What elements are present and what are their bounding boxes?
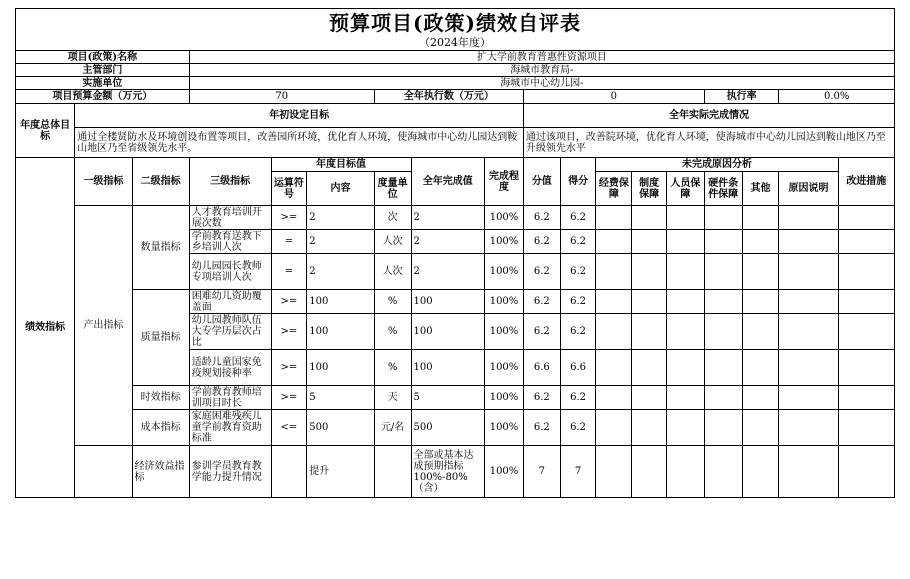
rate-cell: 100% (485, 386, 524, 410)
score-cell: 6.2 (560, 290, 596, 314)
level2-quality: 质量指标 (132, 290, 189, 386)
level2-quantity: 数量指标 (132, 206, 189, 290)
unit-cell: % (374, 314, 411, 350)
project-name-label: 项目(政策)名称 (16, 51, 190, 64)
header-reason-funds: 经费保障 (596, 172, 632, 206)
table-row (16, 386, 895, 410)
header-level1: 一级指标 (75, 158, 132, 206)
unit-label: 实施单位 (16, 77, 190, 90)
op-cell: >= (271, 206, 307, 230)
score-cell: 6.2 (560, 386, 596, 410)
header-score-value: 分值 (523, 158, 560, 206)
op-cell: >= (271, 314, 307, 350)
unit-cell: 人次 (374, 230, 411, 254)
initial-goal-label: 年初设定目标 (75, 104, 524, 128)
score-cell: 6.2 (560, 230, 596, 254)
done-cell: 2 (411, 254, 485, 290)
content-cell: 100 (307, 314, 374, 350)
header-level2: 二级指标 (132, 158, 189, 206)
header-reasons: 未完成原因分析 (596, 158, 838, 172)
rate-cell: 100% (485, 350, 524, 386)
score-value-cell: 6.2 (523, 410, 560, 446)
unit-cell: 天 (374, 386, 411, 410)
section-label: 绩效指标 (16, 158, 75, 498)
level1-output: 产出指标 (75, 206, 132, 446)
unit-cell: 次 (374, 206, 411, 230)
level2-economic: 经济效益指标 (132, 446, 189, 498)
executed-label: 全年执行数（万元） (374, 90, 523, 104)
score-cell: 6.6 (560, 350, 596, 386)
level3-cell: 学前教育送教下乡培训人次 (189, 230, 271, 254)
header-annual-target: 年度目标值 (271, 158, 411, 172)
header-score: 得分 (560, 158, 596, 206)
score-cell: 6.2 (560, 254, 596, 290)
header-content: 内容 (307, 172, 374, 206)
table-row (16, 410, 895, 446)
header-unit: 度量单位 (374, 172, 411, 206)
score-value-cell: 6.2 (523, 230, 560, 254)
score-cell: 6.2 (560, 410, 596, 446)
level3-cell: 幼儿园园长教师专项培训人次 (189, 254, 271, 290)
op-cell (271, 446, 307, 498)
score-value-cell: 6.2 (523, 314, 560, 350)
header-reason-system: 制度保障 (632, 172, 667, 206)
evaluation-table (15, 50, 895, 498)
unit-cell: % (374, 350, 411, 386)
op-cell: = (271, 254, 307, 290)
header-op: 运算符号 (271, 172, 307, 206)
dept-value: 海城市教育局- (189, 64, 894, 77)
rate-value: 0.0% (779, 90, 895, 104)
report-year: （2024年度） (15, 36, 895, 50)
op-cell: >= (271, 350, 307, 386)
level2-timeliness: 时效指标 (132, 386, 189, 410)
content-cell: 2 (307, 254, 374, 290)
content-cell: 100 (307, 290, 374, 314)
goals-label: 年度总体目标 (16, 104, 75, 158)
table-row (16, 290, 895, 314)
header-reason-staff: 人员保障 (666, 172, 704, 206)
done-cell: 500 (411, 410, 485, 446)
rate-cell: 100% (485, 206, 524, 230)
done-cell: 100 (411, 290, 485, 314)
level3-cell: 参训学员教育教学能力提升情况 (189, 446, 271, 498)
dept-label: 主管部门 (16, 64, 190, 77)
op-cell: <= (271, 410, 307, 446)
project-name: 扩大学前教育普惠性资源项目 (189, 51, 894, 64)
rate-cell: 100% (485, 290, 524, 314)
score-value-cell: 6.2 (523, 290, 560, 314)
unit-cell: 元/名 (374, 410, 411, 446)
header-year-done: 全年完成值 (411, 158, 485, 206)
unit-value: 海城市中心幼儿园- (189, 77, 894, 90)
page-title: 预算项目(政策)绩效自评表 (15, 8, 895, 36)
level3-cell: 人才教育培训开展次数 (189, 206, 271, 230)
unit-cell: 人次 (374, 254, 411, 290)
score-cell: 6.2 (560, 314, 596, 350)
level3-cell: 家庭困难残疾儿童学前教育资助标准 (189, 410, 271, 446)
content-cell: 2 (307, 230, 374, 254)
level3-cell: 困难幼儿资助覆盖面 (189, 290, 271, 314)
done-cell: 100 (411, 314, 485, 350)
budget-label: 项目预算金额（万元） (16, 90, 190, 104)
content-cell: 100 (307, 350, 374, 386)
op-cell: >= (271, 386, 307, 410)
rate-cell: 100% (485, 230, 524, 254)
score-value-cell: 6.2 (523, 206, 560, 230)
done-cell: 5 (411, 386, 485, 410)
score-value-cell: 6.6 (523, 350, 560, 386)
level3-cell: 学前教育教师培训项目时长 (189, 386, 271, 410)
unit-cell: % (374, 290, 411, 314)
table-row (16, 206, 895, 230)
rate-cell: 100% (485, 254, 524, 290)
unit-cell (374, 446, 411, 498)
header-improve: 改进措施 (838, 158, 894, 206)
level2-cost: 成本指标 (132, 410, 189, 446)
rate-cell: 100% (485, 446, 524, 498)
score-cell: 6.2 (560, 206, 596, 230)
score-cell: 7 (560, 446, 596, 498)
content-cell: 500 (307, 410, 374, 446)
rate-cell: 100% (485, 410, 524, 446)
level1-effect (75, 446, 132, 498)
done-cell: 2 (411, 206, 485, 230)
level3-cell: 适龄儿童国家免疫规划接种率 (189, 350, 271, 386)
header-reason-other: 其他 (742, 172, 779, 206)
done-cell: 2 (411, 230, 485, 254)
level3-cell: 幼儿园教师队伍大专学历层次占比 (189, 314, 271, 350)
rate-cell: 100% (485, 314, 524, 350)
header-reason-hardware: 硬件条件保障 (704, 172, 742, 206)
content-cell: 提升 (307, 446, 374, 498)
score-value-cell: 7 (523, 446, 560, 498)
actual-goal-label: 全年实际完成情况 (523, 104, 894, 128)
content-cell: 2 (307, 206, 374, 230)
content-cell: 5 (307, 386, 374, 410)
score-value-cell: 6.2 (523, 386, 560, 410)
initial-goal-text: 通过全楼贤防水及环境创设布置等项目，改善园所环境，优化育人环境，使海城市中心幼儿园达到鞍山地区乃至省级领先水平。 (75, 128, 524, 158)
op-cell: = (271, 230, 307, 254)
executed-value: 0 (523, 90, 704, 104)
done-cell: 全部或基本达成预期指标100%-80%（含） (411, 446, 485, 498)
header-reason-explain: 原因说明 (779, 172, 838, 206)
done-cell: 100 (411, 350, 485, 386)
header-level3: 三级指标 (189, 158, 271, 206)
table-row (16, 446, 895, 498)
rate-label: 执行率 (704, 90, 779, 104)
budget-value: 70 (189, 90, 374, 104)
op-cell: >= (271, 290, 307, 314)
header-completion: 完成程度 (485, 158, 524, 206)
actual-goal-text: 通过该项目，改善院环境，优化育人环境，使海城市中心幼儿园达到鞍山地区乃至升级领先水平 (523, 128, 894, 158)
score-value-cell: 6.2 (523, 254, 560, 290)
